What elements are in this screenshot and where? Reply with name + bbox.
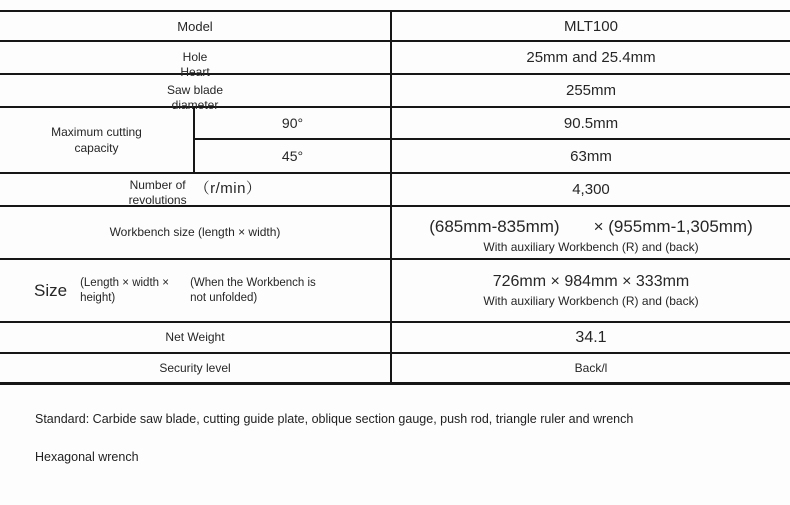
table-row-net-weight bbox=[0, 323, 790, 354]
max-cutting-row-90 bbox=[195, 108, 790, 140]
max-cutting-label-text bbox=[51, 124, 142, 156]
max-cutting-label-line2: capacity bbox=[74, 141, 119, 155]
revolutions-value: 4,300 bbox=[572, 181, 610, 198]
workbench-size-value bbox=[392, 207, 790, 258]
footer-hexagonal-wrench: Hexagonal wrench bbox=[35, 450, 139, 464]
hole-label-line1: Hole bbox=[182, 50, 208, 64]
workbench-size-label: Workbench size (length × width) bbox=[0, 207, 392, 258]
max-cutting-label-line1: Maximum cutting bbox=[51, 125, 142, 139]
saw-blade-label bbox=[0, 75, 392, 112]
table-row-max-cutting bbox=[0, 108, 790, 174]
max-cutting-label bbox=[0, 108, 195, 172]
security-level-label: Security level bbox=[0, 354, 392, 382]
angle-45-value: 63mm bbox=[570, 147, 612, 165]
angle-90-label: 90° bbox=[195, 108, 392, 138]
table-row-revolutions bbox=[0, 174, 790, 207]
revolutions-label-line1: Number of bbox=[129, 178, 186, 192]
revolutions-label-text bbox=[129, 178, 187, 208]
table-row-size bbox=[0, 260, 790, 323]
net-weight-label: Net Weight bbox=[0, 323, 392, 352]
max-cutting-subtable bbox=[195, 108, 790, 172]
saw-blade-label-line2: diameter bbox=[171, 98, 219, 112]
table-row-security-level bbox=[0, 354, 790, 382]
size-sublabel-condition: (When the Workbench is not unfolded) bbox=[190, 276, 316, 304]
revolutions-unit: （r/min） bbox=[194, 180, 262, 197]
workbench-size-value-main: (685mm-835mm) × (955mm-1,305mm) bbox=[429, 216, 753, 236]
table-row-saw-blade bbox=[0, 75, 790, 112]
hole-heart-value: 25mm and 25.4mm bbox=[526, 49, 656, 66]
footer-notes bbox=[35, 412, 790, 464]
net-weight-value: 34.1 bbox=[575, 328, 607, 346]
size-value-note: With auxiliary Workbench (R) and (back) bbox=[483, 294, 699, 308]
security-level-value: Back/l bbox=[574, 361, 608, 375]
size-label-word: Size bbox=[34, 281, 68, 300]
size-value bbox=[392, 260, 790, 321]
workbench-size-value-note: With auxiliary Workbench (R) and (back) bbox=[483, 239, 699, 254]
revolutions-label-line2: revolutions bbox=[128, 193, 187, 207]
model-label: Model bbox=[0, 12, 392, 40]
saw-blade-value: 255mm bbox=[565, 82, 617, 99]
revolutions-label bbox=[0, 174, 392, 205]
size-value-main: 726mm × 984mm × 333mm bbox=[492, 273, 690, 290]
hole-label-line2: Heart bbox=[180, 65, 210, 79]
table-row-workbench-size bbox=[0, 207, 790, 260]
hole-heart-label bbox=[0, 42, 392, 79]
table-row-hole-heart bbox=[0, 42, 790, 79]
angle-90-value: 90.5mm bbox=[563, 114, 619, 132]
angle-45-label: 45° bbox=[195, 140, 392, 172]
footer-standard-accessories: Standard: Carbide saw blade, cutting guide plate, oblique section gauge, push rod, triangle ruler and wrench bbox=[35, 412, 634, 426]
size-label bbox=[0, 260, 392, 321]
model-value: MLT100 bbox=[564, 17, 618, 35]
table-row-model bbox=[0, 12, 790, 42]
specification-table bbox=[0, 10, 790, 385]
max-cutting-row-45 bbox=[195, 140, 790, 172]
saw-blade-label-line1: Saw blade bbox=[166, 83, 224, 97]
size-sublabel-dimensions: (Length × width × height) bbox=[80, 276, 169, 304]
